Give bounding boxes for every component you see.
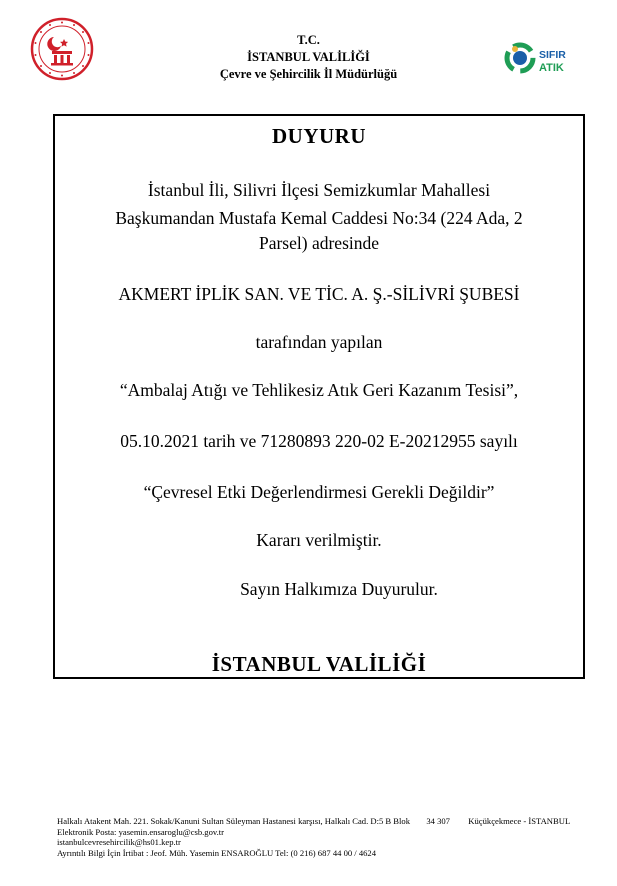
footer-postcode: 34 307: [426, 816, 450, 826]
signoff: İSTANBUL VALİLİĞİ: [211, 652, 427, 676]
announcement-box: [53, 114, 585, 679]
address-line-1: İstanbul İli, Silivri İlçesi Semizkumlar Mahallesi: [147, 180, 491, 200]
address-line-2: Başkumandan Mustafa Kemal Caddesi No:34 (224 Ada, 2: [115, 208, 523, 228]
facility-name: “Ambalaj Atığı ve Tehlikesiz Atık Geri Kazanım Tesisi”,: [119, 380, 519, 400]
footer-address: Halkalı Atakent Mah. 221. Sokak/Kanuni Sultan Süleyman Hastanesi karşısı, Halkalı Cad. D:5 B Blok: [57, 816, 411, 826]
decision-given: Kararı verilmiştir.: [256, 530, 382, 550]
by-line: tarafından yapılan: [255, 332, 383, 352]
footer-contact: [57, 816, 587, 858]
logo-text-sifir: SIFIR: [539, 49, 566, 61]
header-tc: T.C.: [297, 33, 320, 47]
istanbul-governorship-seal-icon: [30, 17, 94, 81]
footer-contact-person: Ayrıntılı Bilgi İçin İrtibat : Jeof. Müh. Yasemin ENSAROĞLU Tel: (0 216) 687 44 00 / 4624: [57, 847, 377, 858]
header-directorate: Çevre ve Şehircilik İl Müdürlüğü: [219, 67, 398, 81]
address-line-3: Parsel) adresinde: [258, 233, 380, 253]
footer-district: Küçükçekmece - İSTANBUL: [468, 816, 571, 826]
logo-text-atik: ATIK: [539, 62, 564, 74]
footer-email: Elektronik Posta: yasemin.ensaroglu@csb.gov.tr: [57, 826, 225, 837]
zero-waste-logo-icon: [502, 38, 572, 80]
company-name: AKMERT İPLİK SAN. VE TİC. A. Ş.-SİLİVRİ ŞUBESİ: [118, 284, 520, 304]
footer-kep: istanbulcevresehircilik@hs01.kep.tr: [57, 837, 181, 847]
letterhead: [150, 32, 467, 83]
decision-reference: 05.10.2021 tarih ve 71280893 220-02 E-20212955 sayılı: [120, 431, 518, 451]
decision-title: “Çevresel Etki Değerlendirmesi Gerekli Değildir”: [143, 482, 495, 502]
header-governorship: İSTANBUL VALİLİĞİ: [247, 50, 370, 64]
footer-address-line: [57, 816, 587, 827]
announcement-title: DUYURU: [272, 124, 366, 148]
announcement-statement: Sayın Halkımıza Duyurulur.: [240, 579, 438, 599]
